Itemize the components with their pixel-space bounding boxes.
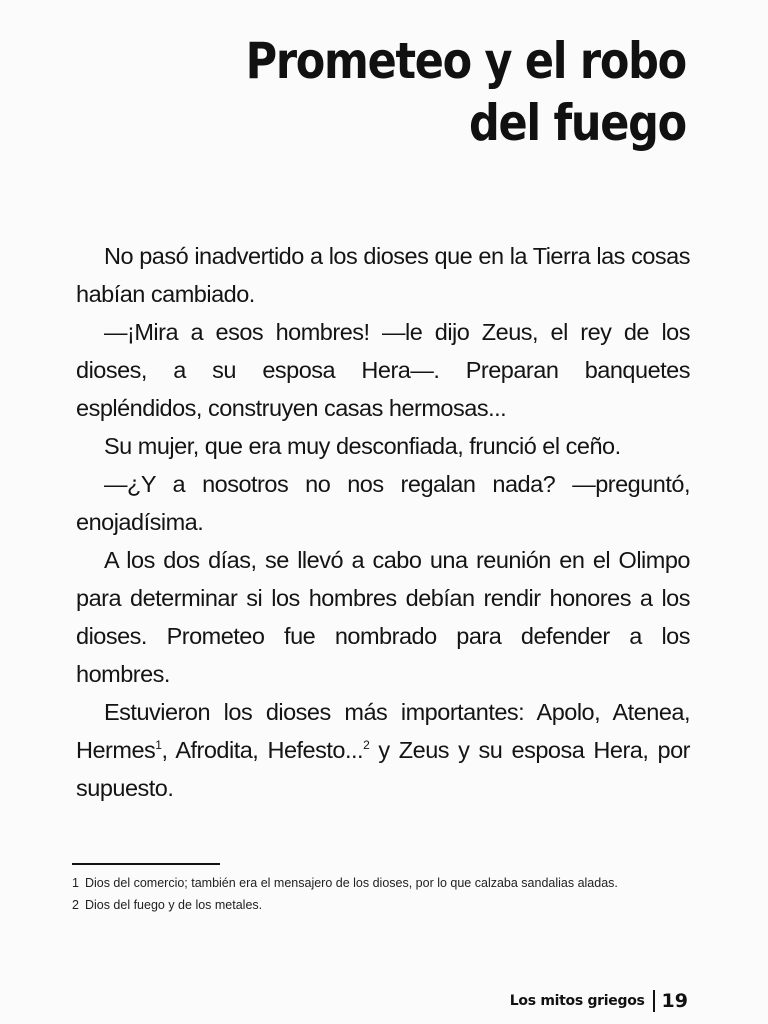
footnote-1 <box>72 872 692 894</box>
footnote-2 <box>72 894 692 916</box>
footnote-2-number: 2 <box>72 898 79 912</box>
book-title-label: Los mitos griegos <box>509 993 645 1009</box>
footnote-1-text: Dios del comercio; también era el mensajero de los dioses, por lo que calzaba sandalias aladas. <box>84 876 618 890</box>
footnote-divider <box>72 863 220 865</box>
page-title <box>246 30 686 154</box>
footnotes <box>72 872 692 916</box>
paragraph-4: —¿Y a nosotros no nos regalan nada? —preguntó, enojadísima. <box>76 471 690 535</box>
footnote-1-number: 1 <box>72 876 79 890</box>
paragraph-5: A los dos días, se llevó a cabo una reunión en el Olimpo para determinar si los hombres debían rendir honores a los dioses. Prometeo fue nombrado para defender a los hombres. <box>76 547 690 687</box>
page-footer <box>510 990 688 1012</box>
footer-divider <box>653 990 655 1012</box>
footnote-ref-1: 1 <box>155 738 162 752</box>
paragraph-3: Su mujer, que era muy desconfiada, frunció el ceño. <box>104 433 621 459</box>
page-number: 19 <box>661 990 688 1012</box>
paragraph-6 <box>76 693 690 807</box>
title-line-2: del fuego <box>469 94 686 152</box>
paragraph-6-part-b: , Afrodita, Hefesto... <box>161 737 364 763</box>
footnote-2-text: Dios del fuego y de los metales. <box>84 898 263 912</box>
title-line-1: Prometeo y el robo <box>245 32 686 90</box>
body-text <box>76 237 690 807</box>
footnote-ref-2: 2 <box>363 738 370 752</box>
paragraph-2: —¡Mira a esos hombres! —le dijo Zeus, el rey de los dioses, a su esposa Hera—. Preparan banquetes espléndidos, construyen casas hermosas... <box>76 319 690 421</box>
paragraph-1: No pasó inadvertido a los dioses que en la Tierra las cosas habían cambiado. <box>76 243 690 307</box>
paragraph-6-part-c: y Zeus y su esposa Hera, por supuesto. <box>76 737 690 801</box>
paragraph-6-part-a: Estuvieron los dioses más importantes: Apolo, Atenea, Hermes <box>76 699 690 763</box>
